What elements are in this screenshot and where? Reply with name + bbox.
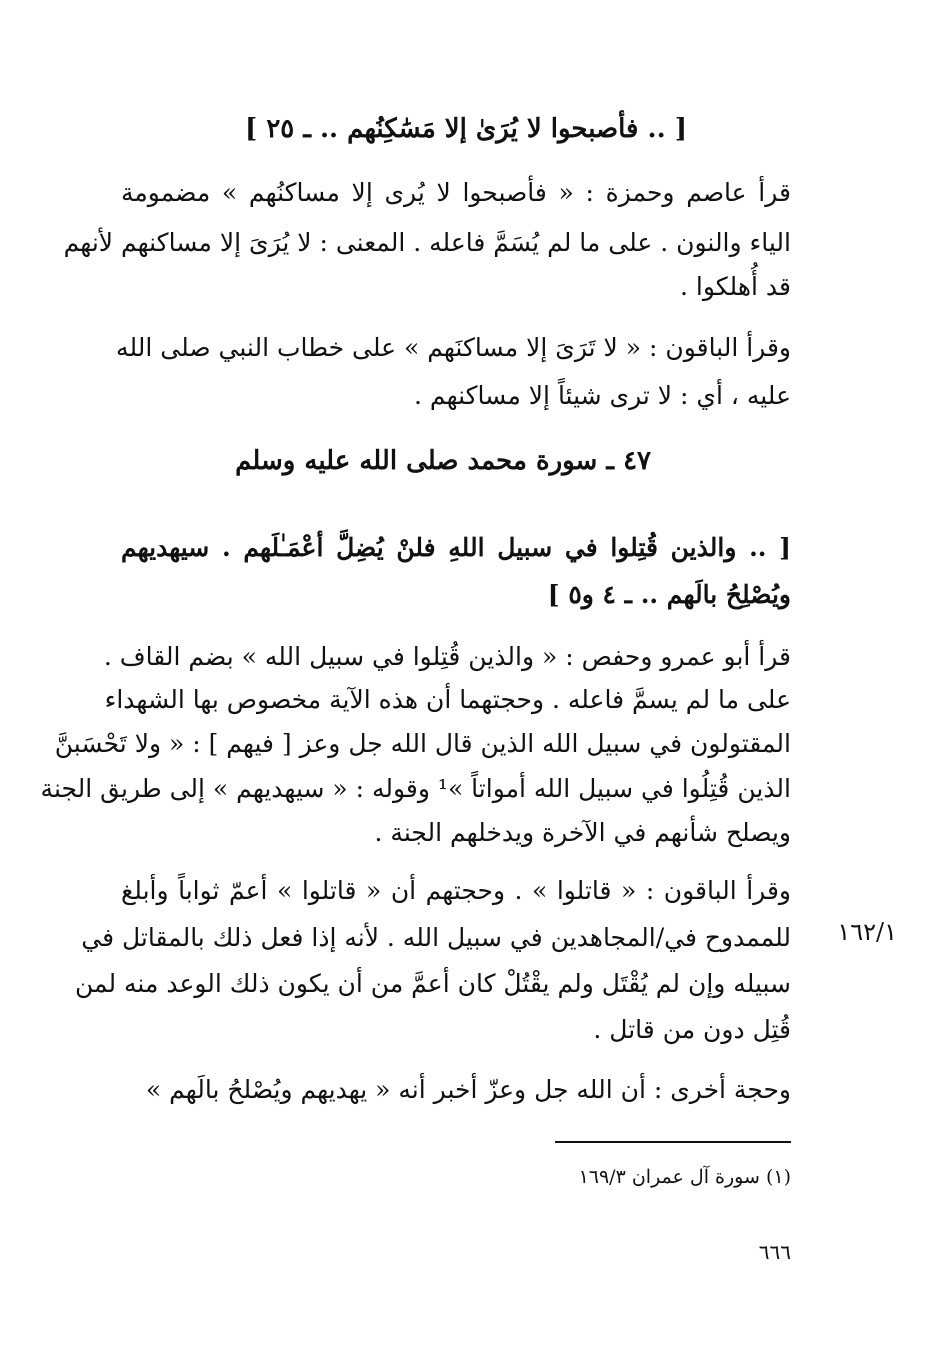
paragraph-line: ويصلح شأنهم في الآخرة ويدخلهم الجنة . (374, 818, 791, 847)
page-number: ٦٦٦ (758, 1240, 791, 1264)
paragraph-line: الذين قُتِلُوا في سبيل الله أمواتاً »¹ وقوله : « سيهديهم » إلى طريق الجنة (40, 774, 791, 803)
footnote-divider (555, 1141, 791, 1143)
paragraph-line: قرأ عاصم وحمزة : « فأصبحوا لا يُرى إلا مساكنُهم » مضمومة (121, 178, 791, 207)
paragraph-line: قُتِل دون من قاتل . (593, 1015, 791, 1044)
verse-header: [ .. فأصبحوا لا يُرَىٰ إلا مَسَٰكِنُهم .. ـ ٢٥ ] (244, 114, 687, 144)
paragraph-line: وحجة أخرى : أن الله جل وعزّ أخبر أنه « يهديهم ويُصْلحُ بالَهم » (145, 1075, 791, 1104)
verse-header: [ .. والذين قُتِلوا في سبيل اللهِ فلنْ يُضِلَّ أعْمَـٰلَهم . سيهديهم (121, 533, 791, 562)
margin-page-reference: ١٦٢/١ (837, 918, 897, 946)
paragraph-line: المقتولون في سبيل الله الذين قال الله جل وعز [ فيهم ] : « ولا تَحْسَبنَّ (54, 729, 791, 758)
footnote: (١) سورة آل عمران ١٦٩/٣ (578, 1166, 791, 1188)
paragraph-line: قد أُهلكوا . (680, 272, 791, 301)
surah-title: ٤٧ ـ سورة محمد صلى الله عليه وسلم (235, 446, 651, 476)
paragraph-line: على ما لم يسمَّ فاعله . وحجتهما أن هذه الآية مخصوص بها الشهداء (104, 685, 791, 714)
paragraph-line: للممدوح في/المجاهدين في سبيل الله . لأنه إذا فعل ذلك بالمقاتل في (81, 923, 791, 952)
verse-header: ويُصْلِحُ بالَهم .. ـ ٤ و٥ ] (547, 580, 791, 609)
paragraph-line: وقرأ الباقون : « قاتلوا » . وحجتهم أن « قاتلوا » أعمّ ثواباً وأبلغ (121, 876, 791, 905)
paragraph-line: وقرأ الباقون : « لا تَرَىَ إلا مساكنَهم » على خطاب النبي صلى الله (116, 333, 791, 362)
paragraph-line: عليه ، أي : لا ترى شيئاً إلا مساكنهم . (414, 381, 791, 410)
paragraph-line: الياء والنون . على ما لم يُسَمَّ فاعله . المعنى : لا يُرَىَ إلا مساكنهم لأنهم (63, 228, 791, 257)
paragraph-line: سبيله وإن لم يُقْتَل ولم يقْتُلْ كان أعمَّ من أن يكون ذلك الوعد منه لمن (74, 969, 791, 998)
paragraph-line: قرأ أبو عمرو وحفص : « والذين قُتِلوا في سبيل الله » بضم القاف . (103, 642, 791, 671)
